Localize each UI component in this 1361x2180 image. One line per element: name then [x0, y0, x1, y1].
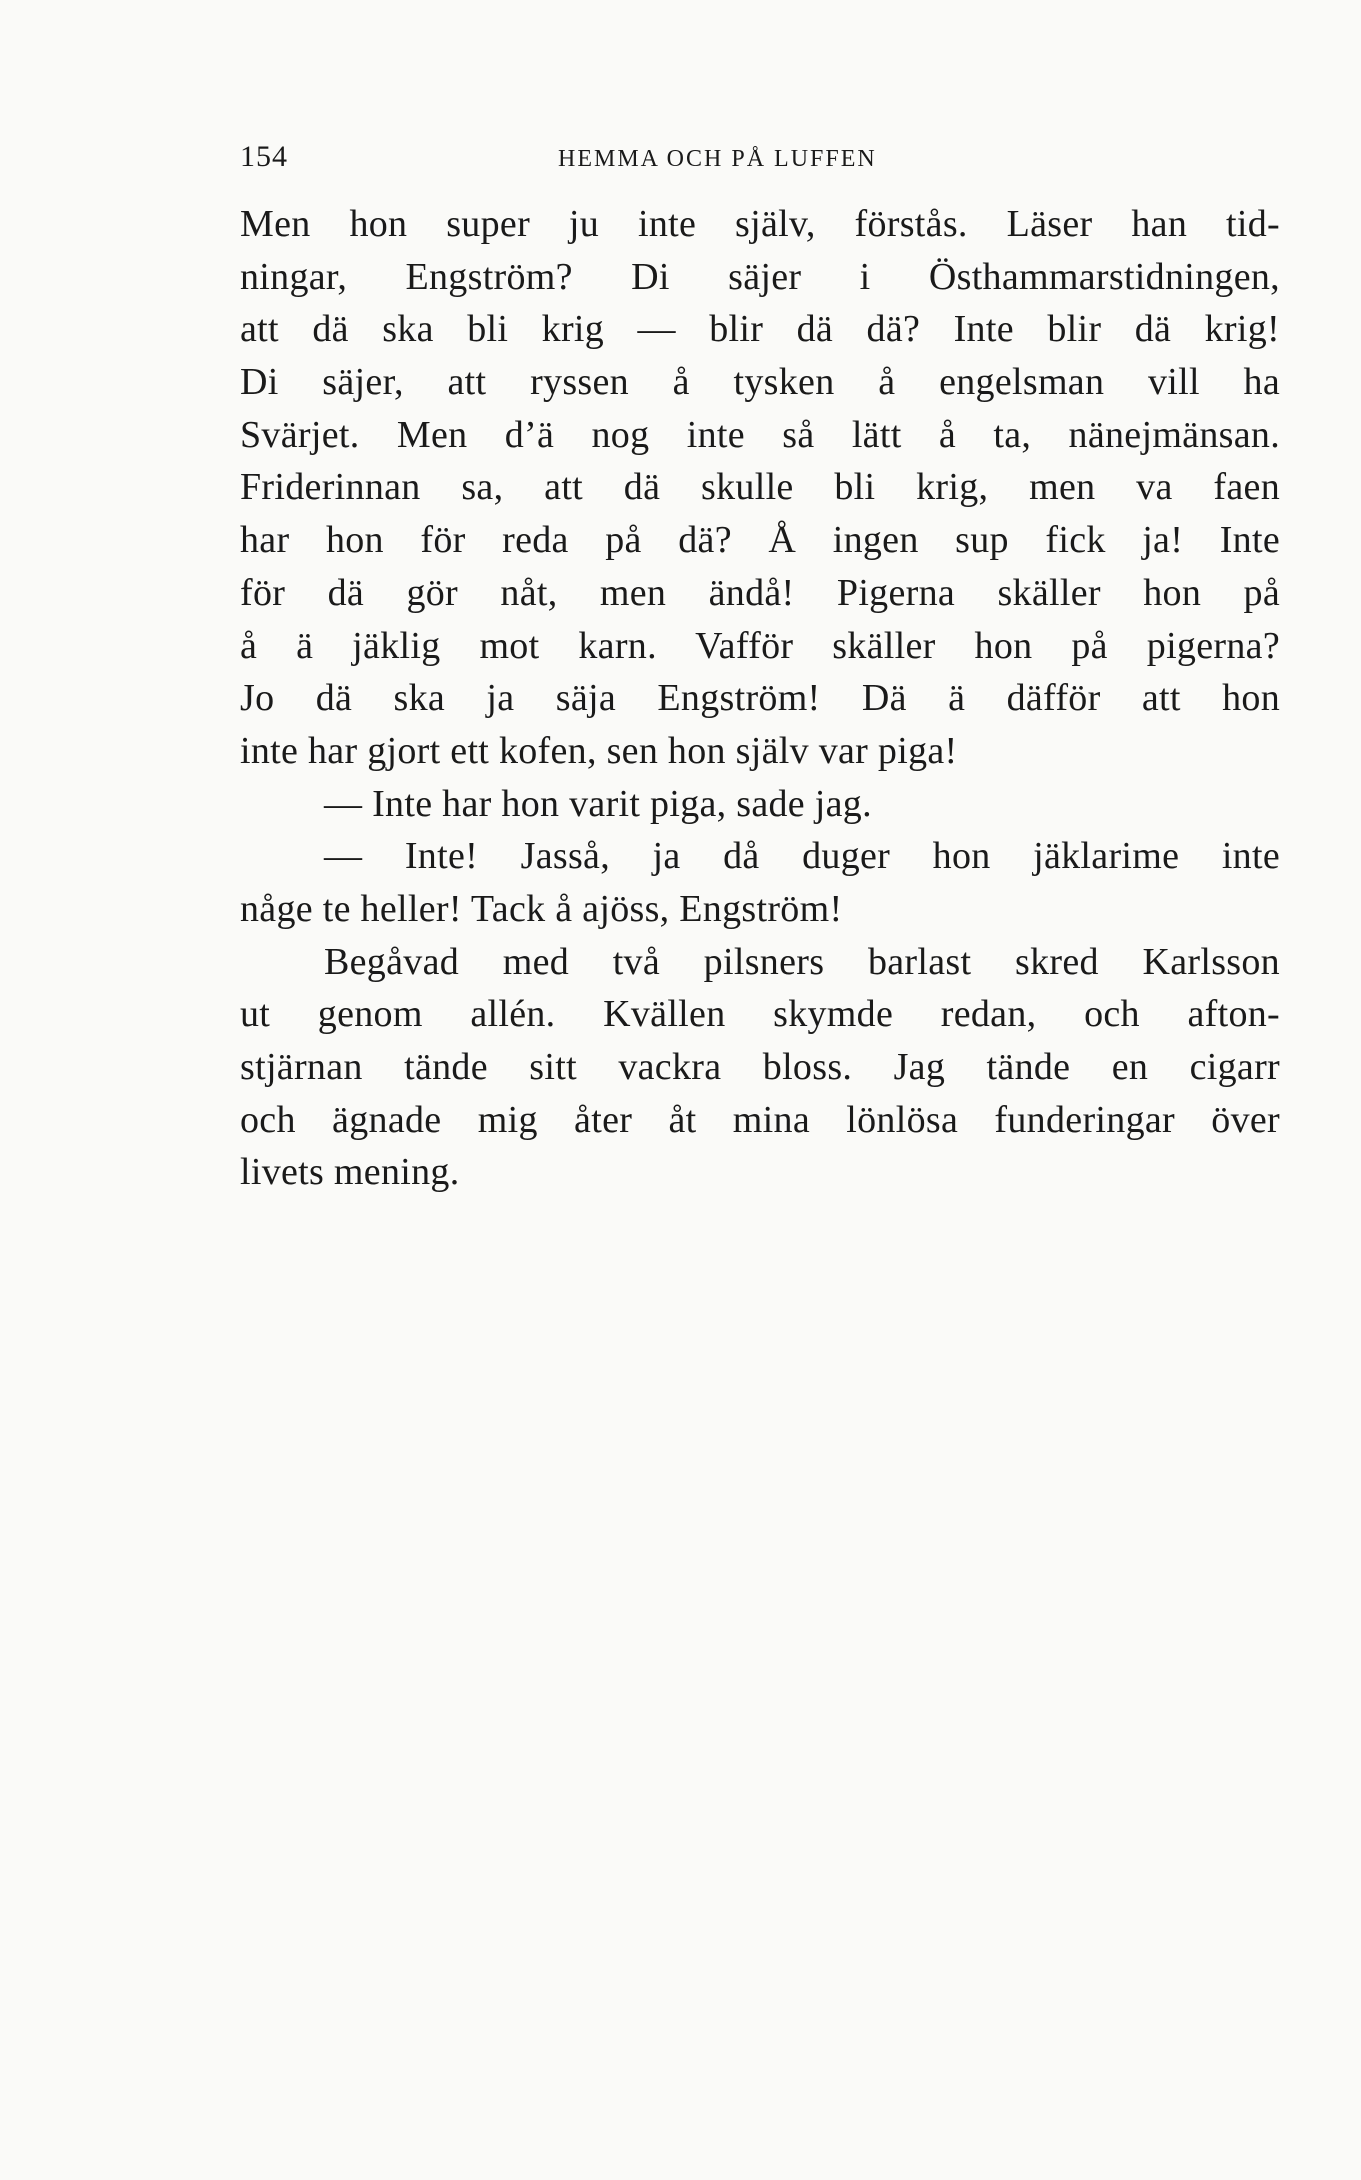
text-line: att dä ska bli krig — blir dä dä? Inte blir dä krig! [240, 308, 1280, 351]
text-line: livets mening. [240, 1151, 460, 1194]
body-text [240, 198, 1280, 1199]
text-line: för dä gör nåt, men ändå! Pigerna skäller hon på [240, 571, 1280, 614]
text-line: Friderinnan sa, att dä skulle bli krig, men va faen [240, 466, 1280, 509]
text-line: och ägnade mig åter åt mina lönlösa funderingar över [240, 1098, 1280, 1141]
dialogue-line: — Inte! Jasså, ja då duger hon jäklarime inte [324, 835, 1280, 878]
text-line: Di säjer, att ryssen å tysken å engelsman vill ha [240, 361, 1280, 404]
text-line: Jo dä ska ja säja Engström! Dä ä däfför att hon [240, 677, 1280, 720]
page-header [240, 140, 1280, 180]
page-number: 154 [240, 140, 288, 173]
text-line: har hon för reda på dä? Å ingen sup fick ja! Inte [240, 519, 1280, 562]
running-title: HEMMA OCH PÅ LUFFEN [558, 146, 877, 172]
text-line: stjärnan tände sitt vackra bloss. Jag tände en cigarr [240, 1046, 1280, 1088]
text-line: Men hon super ju inte själv, förstås. Läser han tid- [240, 203, 1280, 245]
text-line: ningar, Engström? Di säjer i Östhammarstidningen, [240, 255, 1280, 298]
text-line: å ä jäklig mot karn. Vafför skäller hon på pigerna? [240, 624, 1280, 667]
paragraph-start-line: Begåvad med två pilsners barlast skred Karlsson [324, 940, 1280, 983]
text-line: Svärjet. Men d’ä nog inte så lätt å ta, nänejmänsan. [240, 413, 1280, 456]
text-line: ut genom allén. Kvällen skymde redan, och afton- [240, 993, 1280, 1036]
dialogue-line: — Inte har hon varit piga, sade jag. [324, 782, 872, 825]
text-line: inte har gjort ett kofen, sen hon själv var piga! [240, 729, 958, 772]
text-line: någe te heller! Tack å ajöss, Engström! [240, 887, 843, 930]
